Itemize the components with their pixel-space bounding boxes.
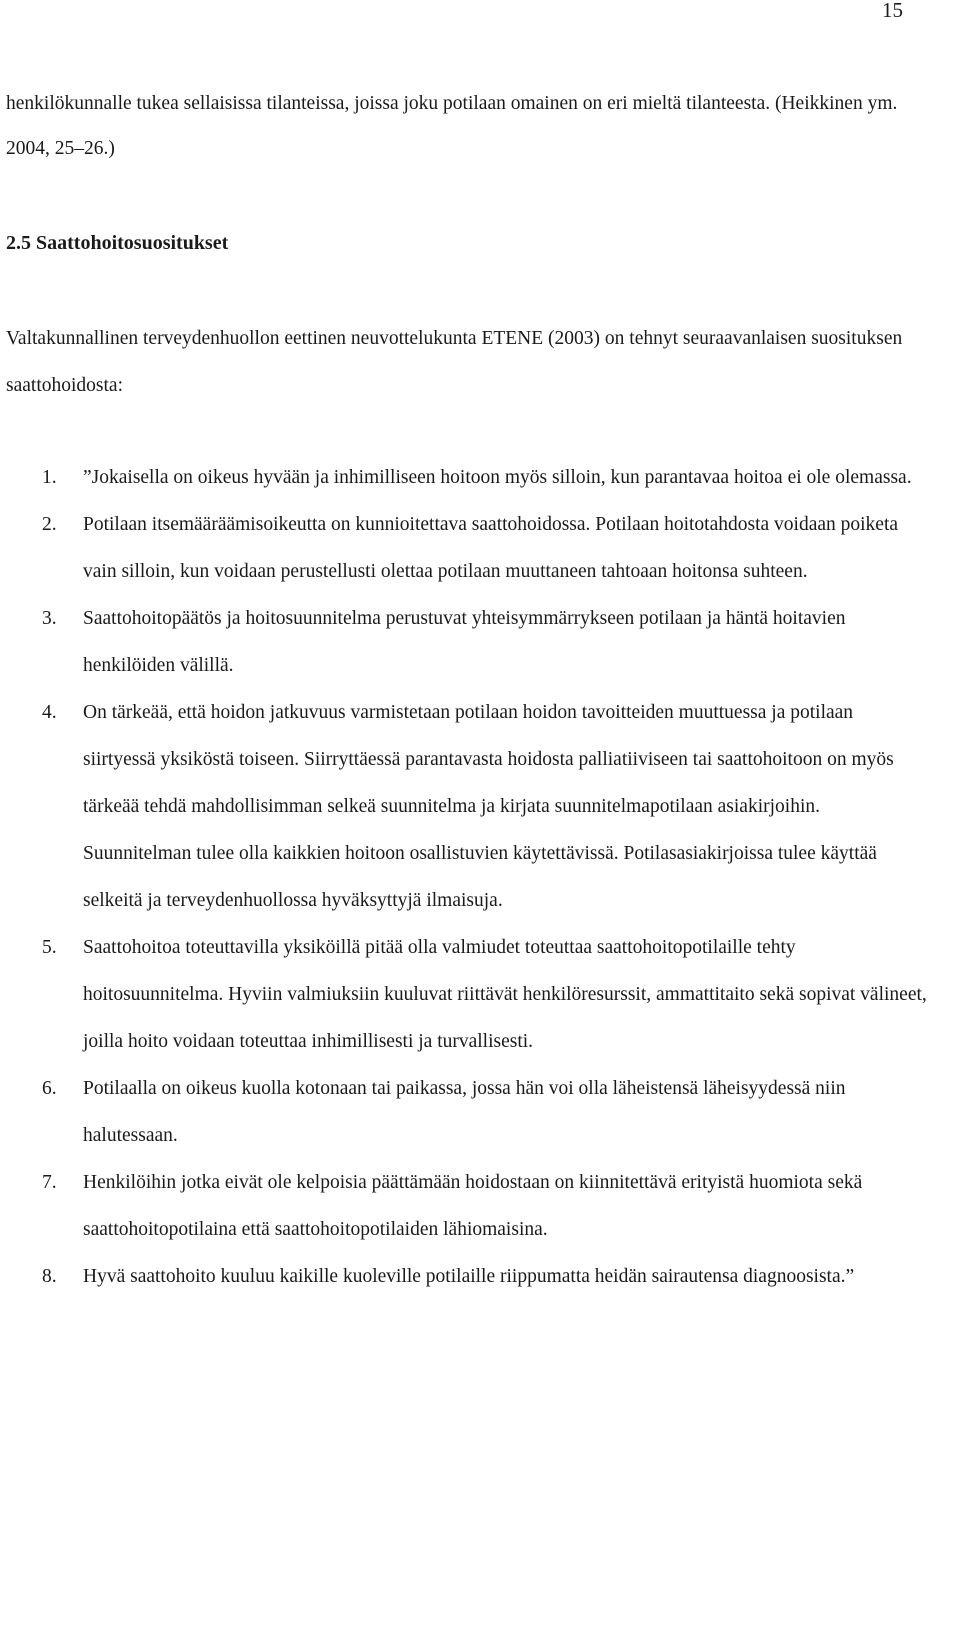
recommendation-number: 2. [42,514,57,535]
recommendation-item-1 [0,454,929,501]
recommendation-text: Saattohoitoa toteuttavilla yksiköillä pitää olla valmiudet toteuttaa saattohoitopotilaille tehty hoitosuunnitelma. Hyviin valmiuksiin kuuluvat riittävät henkilöresurssit, ammattitaito sekä sopivat välineet, joilla hoito voidaan toteuttaa inhimillisesti ja turvallisesti. [83,937,927,1052]
section-heading: 2.5 Saattohoitosuositukset [6,232,229,254]
page-number: 15 [882,0,903,22]
recommendation-number: 7. [42,1172,57,1193]
recommendation-text: Hyvä saattohoito kuuluu kaikille kuoleville potilaille riippumatta heidän sairautensa diagnoosista.” [83,1266,855,1287]
recommendation-number: 3. [42,608,57,629]
recommendation-item-8 [0,1253,929,1300]
recommendation-number: 5. [42,937,57,958]
recommendation-text: Saattohoitopäätös ja hoitosuunnitelma perustuvat yhteisymmärrykseen potilaan ja häntä hoitavien henkilöiden välillä. [83,608,846,676]
recommendation-item-5 [0,924,929,1065]
recommendation-item-7 [0,1159,929,1253]
recommendation-item-6 [0,1065,929,1159]
recommendation-number: 4. [42,702,57,723]
recommendation-text: ”Jokaisella on oikeus hyvään ja inhimilliseen hoitoon myös silloin, kun parantavaa hoitoa ei ole olemassa. [83,467,912,488]
recommendation-text: Henkilöihin jotka eivät ole kelpoisia päättämään hoidostaan on kiinnitettävä erityistä huomiota sekä saattohoitopotilaina että saattohoitopotilaiden lähiomaisina. [83,1172,863,1240]
recommendation-item-2 [0,501,929,595]
recommendation-item-3 [0,595,929,689]
recommendation-item-4 [0,689,929,924]
recommendation-text: Potilaalla on oikeus kuolla kotonaan tai paikassa, jossa hän voi olla läheistensä läheisyydessä niin halutessaan. [83,1078,846,1146]
recommendation-number: 6. [42,1078,57,1099]
recommendation-number: 8. [42,1266,57,1287]
intro-paragraph: henkilökunnalle tukea sellaisissa tilanteissa, joissa joku potilaan omainen on eri mieltä tilanteesta. (Heikkinen ym. 2004, 25–26.) [6,93,898,159]
recommendation-text: Potilaan itsemääräämisoikeutta on kunnioitettava saattohoidossa. Potilaan hoitotahdosta voidaan poiketa vain silloin, kun voidaan perustellusti olettaa potilaan muuttaneen tahtoaan hoitonsa suhteen. [83,514,899,582]
recommendation-number: 1. [42,467,57,488]
recommendations-list [0,454,960,1300]
recommendation-text: On tärkeää, että hoidon jatkuvuus varmistetaan potilaan hoidon tavoitteiden muuttuessa ja potilaan siirtyessä yksiköstä toiseen. Siirryttäessä parantavasta hoidosta palliatiiviseen tai saattohoitoon on myös tärkeää tehdä mahdollisimman selkeä suunnitelma ja kirjata suunnitelmapotilaan asiakirjoihin. Suunnitelman tulee olla kaikkien hoitoon osallistuvien käytettävissä. Potilasasiakirjoissa tulee käyttää selkeitä ja terveydenhuollossa hyväksyttyjä ilmaisuja. [83,702,894,911]
lead-paragraph: Valtakunnallinen terveydenhuollon eettinen neuvottelukunta ETENE (2003) on tehnyt seuraavanlaisen suosituksen saattohoidosta: [6,328,903,396]
